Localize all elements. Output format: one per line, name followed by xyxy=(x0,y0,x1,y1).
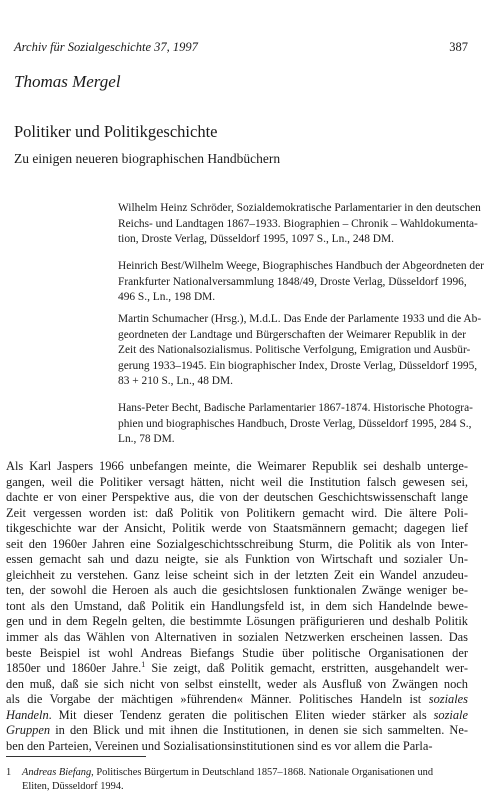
body-fragment: . Mit dieser Tendenz geraten die politischen Eliten wieder stärker als xyxy=(48,707,434,722)
entry-line: Zeit des Nationalsozialismus. Politische Verfolgung, Emigration und Ausbür- xyxy=(118,344,471,357)
reviewed-book-entry xyxy=(118,312,482,390)
body-line xyxy=(6,692,468,708)
emphasis: soziales xyxy=(428,692,468,707)
body-paragraph xyxy=(6,459,468,754)
body-line: den muß, daß sie sich nicht von selbst einstellt, weder als Ausfluß von Zwängen noch xyxy=(6,676,468,691)
footnote-text: , Politisches Bürgertum in Deutschland 1857–1868. Nationale Organisationen und xyxy=(91,767,434,778)
journal-citation: Archiv für Sozialgeschichte 37, 1997 xyxy=(14,40,198,54)
running-head xyxy=(14,40,468,56)
body-line: gen und in dem Regeln gelten, die bestimmte Lösungen präfigurieren und deshalb Politik xyxy=(6,614,468,629)
reviewed-book-entry xyxy=(118,259,484,306)
entry-line: Martin Schumacher (Hrsg.), M.d.L. Das Ende der Parlamente 1933 und die Ab- xyxy=(118,313,482,325)
emphasis: Handeln xyxy=(6,707,49,722)
body-line: ben den Parteien, Vereinen und Sozialisationsinstitutionen sind es vor allem die Parla- xyxy=(6,738,433,753)
footnote-line xyxy=(6,766,468,780)
entry-line: Heinrich Best/Wilhelm Weege, Biographisches Handbuch der Abgeordneten der xyxy=(118,260,484,272)
body-line: gangen, weil die Politiker versagt hätten, nicht weil die Institution falsch gewesen sei, xyxy=(6,474,468,489)
body-line: Zeit vergessen worden ist: daß Politik von Politikern gemacht wird. Die ältere Poli- xyxy=(6,505,468,520)
reviewed-book-entry xyxy=(118,401,473,448)
reviewed-book-entry xyxy=(118,201,481,248)
footnote-divider xyxy=(6,756,146,757)
body-fragment: Sie zeigt, daß Politik gemacht, erstritten, ausgehandelt wer- xyxy=(145,661,468,676)
body-fragment: in den Blick und mit ihnen die Institutionen, in denen sie sich sammelten. Ne- xyxy=(50,723,468,738)
page-number: 387 xyxy=(449,40,468,54)
entry-line: Wilhelm Heinz Schröder, Sozialdemokratische Parlamentarier in den deutschen xyxy=(118,202,481,214)
footnote-author: Andreas Biefang xyxy=(22,767,92,778)
entry-line: gerung 1933–1945. Ein biographischer Index, Droste Verlag, Düsseldorf 1995, xyxy=(118,359,478,372)
body-line: tont als den Umstand, daß Politik ein Handlungsfeld ist, in dem sich Handelnde bewe- xyxy=(6,598,468,613)
footnote-line: Eliten, Düsseldorf 1994. xyxy=(22,781,124,792)
body-line: essen gemacht sah und dazu neigte, sie als Funktion von Wirtschaft und sozialer Un- xyxy=(6,552,468,567)
entry-line: 83 + 210 S., Ln., 48 DM. xyxy=(118,375,233,388)
body-fragment: als die Vorgabe der mächtigen »führenden« Männer. Politisches Handeln ist xyxy=(6,692,429,707)
body-fragment: 1850er und 1860er Jahre. xyxy=(6,661,142,676)
footnote-reference: 1 xyxy=(141,659,146,669)
body-line: tikgeschichte war der Ansicht, Politik werde von Staatsmännern gemacht; dagegen lief xyxy=(6,521,468,536)
body-line: ten, der sowohl die Heroen als auch die gesichtslosen funktionalen Zwänge weniger be- xyxy=(6,583,468,598)
footnote xyxy=(6,766,468,794)
body-line: beste Beispiel ist wohl Andreas Biefangs Studie über politische Organisationen der xyxy=(6,645,468,660)
entry-line: geordneten der Landtage und Bürgerschaften der Weimarer Republik in der xyxy=(118,328,466,341)
entry-line: Hans-Peter Becht, Badische Parlamentarier 1867-1874. Historische Photogra- xyxy=(118,402,473,414)
emphasis: soziale xyxy=(433,707,468,722)
entry-line: tion, Droste Verlag, Düsseldorf 1995, 1097 S., Ln., 248 DM. xyxy=(118,233,394,246)
article-author: Thomas Mergel xyxy=(14,72,121,91)
body-line: dachte er von einer Perspektive aus, die von der deutschen Geschichtswissenschaft lange xyxy=(6,490,468,505)
emphasis: Gruppen xyxy=(6,723,51,738)
entry-line: Reichs- und Landtagen 1867–1933. Biographien – Chronik – Wahldokumenta- xyxy=(118,217,478,230)
body-line xyxy=(6,708,468,724)
entry-line: phien und biographisches Handbuch, Droste Verlag, Düsseldorf 1995, 284 S., xyxy=(118,417,472,430)
body-line: gleichheit zu verstehen. Ganz leise scheint sich in der letzten Zeit ein Wandel anzudeu- xyxy=(6,567,468,582)
body-line xyxy=(6,661,468,677)
body-line: seit den 1960er Jahren eine Sozialgeschichtsschreibung Sturm, die Politik als von Inter- xyxy=(6,536,468,551)
body-line: immer als das Wählen von Alternativen in sozialen Netzwerken erscheinen lassen. Das xyxy=(6,630,468,645)
body-line xyxy=(6,723,468,739)
entry-line: 496 S., Ln., 198 DM. xyxy=(118,291,216,304)
entry-line: Frankfurter Nationalversammlung 1848/49, Droste Verlag, Düsseldorf 1996, xyxy=(118,275,467,288)
footnote-number: 1 xyxy=(6,767,12,778)
body-line: Als Karl Jaspers 1966 unbefangen meinte, die Weimarer Republik sei deshalb unterge- xyxy=(6,459,468,473)
entry-line: Ln., 78 DM. xyxy=(118,433,175,446)
article-subtitle: Zu einigen neueren biographischen Handbüchern xyxy=(14,151,281,166)
article-title: Politiker und Politikgeschichte xyxy=(14,122,218,141)
